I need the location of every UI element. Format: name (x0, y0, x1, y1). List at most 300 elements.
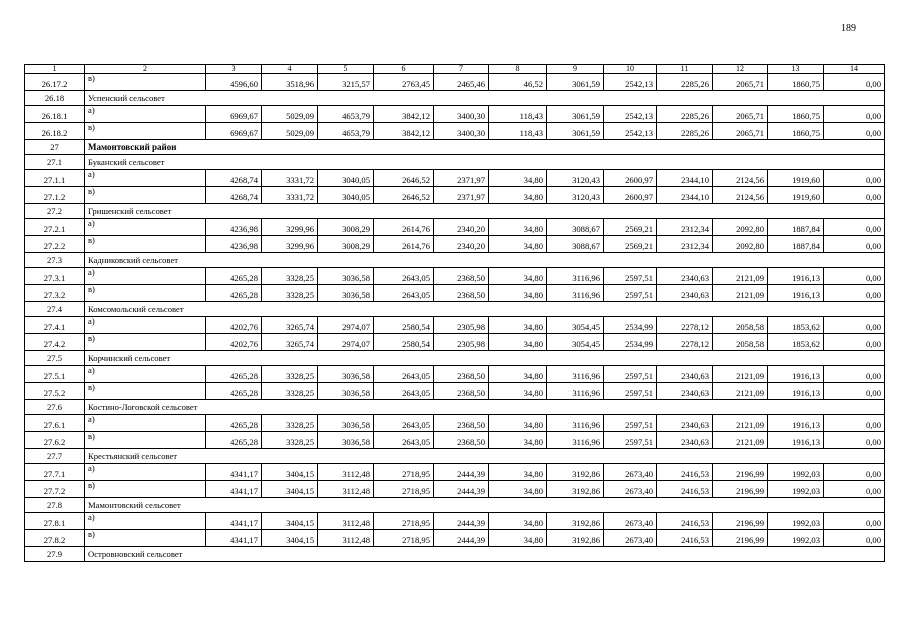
value-cell: 3008,29 (318, 236, 374, 253)
value-cell: 2065,71 (713, 106, 768, 123)
value-cell: 0,00 (824, 513, 885, 530)
value-cell: 2121,09 (713, 268, 768, 285)
column-number: 7 (434, 65, 489, 74)
value-cell: 34,80 (489, 170, 547, 187)
settlement-name: Гришенский сельсовет (85, 204, 885, 219)
value-cell: 0,00 (824, 285, 885, 302)
table-row (25, 268, 885, 285)
section-row (25, 400, 885, 415)
value-cell: 2614,76 (374, 219, 434, 236)
row-label: в) (85, 123, 206, 140)
value-cell: 2444,39 (434, 513, 489, 530)
value-cell: 2542,13 (604, 74, 657, 91)
value-cell: 3040,05 (318, 170, 374, 187)
value-cell: 2974,07 (318, 334, 374, 351)
value-cell: 2673,40 (604, 481, 657, 498)
row-label: в) (85, 236, 206, 253)
value-cell: 3328,25 (262, 268, 318, 285)
value-cell: 2600,97 (604, 187, 657, 204)
row-code: 27.4.1 (25, 317, 85, 334)
row-code: 27.1 (25, 155, 85, 170)
row-code: 27.9 (25, 547, 85, 562)
value-cell: 34,80 (489, 530, 547, 547)
settlement-name: Успенский сельсовет (85, 91, 885, 106)
row-label: в) (85, 285, 206, 302)
table-row (25, 513, 885, 530)
value-cell: 2580,54 (374, 334, 434, 351)
value-cell: 2124,56 (713, 170, 768, 187)
value-cell: 3036,58 (318, 415, 374, 432)
value-cell: 2444,39 (434, 464, 489, 481)
value-cell: 0,00 (824, 123, 885, 140)
value-cell: 0,00 (824, 187, 885, 204)
value-cell: 2534,99 (604, 317, 657, 334)
column-number-row (25, 65, 885, 74)
row-code: 27.3 (25, 253, 85, 268)
row-label: а) (85, 219, 206, 236)
row-label: в) (85, 432, 206, 449)
value-cell: 3299,96 (262, 236, 318, 253)
row-label: в) (85, 187, 206, 204)
value-cell: 34,80 (489, 219, 547, 236)
value-cell: 0,00 (824, 317, 885, 334)
value-cell: 2368,50 (434, 268, 489, 285)
row-code: 27.5.1 (25, 366, 85, 383)
value-cell: 3331,72 (262, 170, 318, 187)
value-cell: 3400,30 (434, 106, 489, 123)
value-cell: 2340,63 (657, 268, 713, 285)
value-cell: 118,43 (489, 106, 547, 123)
value-cell: 2444,39 (434, 530, 489, 547)
value-cell: 1919,60 (768, 187, 824, 204)
settlement-name: Мамонтовский сельсовет (85, 498, 885, 513)
value-cell: 1860,75 (768, 106, 824, 123)
value-cell: 2278,12 (657, 317, 713, 334)
value-cell: 2465,46 (434, 74, 489, 91)
row-label: а) (85, 170, 206, 187)
value-cell: 34,80 (489, 268, 547, 285)
value-cell: 2196,99 (713, 481, 768, 498)
value-cell: 2344,10 (657, 170, 713, 187)
value-cell: 2312,34 (657, 219, 713, 236)
value-cell: 34,80 (489, 285, 547, 302)
value-cell: 4653,79 (318, 106, 374, 123)
value-cell: 4268,74 (206, 187, 262, 204)
value-cell: 3120,43 (547, 170, 604, 187)
tariff-table (24, 64, 885, 562)
value-cell: 1992,03 (768, 464, 824, 481)
row-label: а) (85, 106, 206, 123)
value-cell: 3842,12 (374, 106, 434, 123)
value-cell: 3061,59 (547, 106, 604, 123)
value-cell: 1860,75 (768, 74, 824, 91)
settlement-name: Кадниковский сельсовет (85, 253, 885, 268)
table-row (25, 481, 885, 498)
value-cell: 4268,74 (206, 170, 262, 187)
value-cell: 1992,03 (768, 481, 824, 498)
table-row (25, 464, 885, 481)
row-label: а) (85, 366, 206, 383)
value-cell: 34,80 (489, 366, 547, 383)
table-row (25, 432, 885, 449)
column-number: 6 (374, 65, 434, 74)
value-cell: 2058,58 (713, 317, 768, 334)
table-row (25, 106, 885, 123)
value-cell: 3054,45 (547, 317, 604, 334)
value-cell: 2534,99 (604, 334, 657, 351)
value-cell: 1916,13 (768, 366, 824, 383)
value-cell: 2718,95 (374, 481, 434, 498)
value-cell: 1853,62 (768, 317, 824, 334)
value-cell: 4236,98 (206, 236, 262, 253)
value-cell: 0,00 (824, 481, 885, 498)
value-cell: 46,52 (489, 74, 547, 91)
row-code: 27.7.1 (25, 464, 85, 481)
section-row (25, 449, 885, 464)
table-row (25, 123, 885, 140)
value-cell: 4341,17 (206, 513, 262, 530)
value-cell: 2278,12 (657, 334, 713, 351)
value-cell: 0,00 (824, 383, 885, 400)
value-cell: 2646,52 (374, 187, 434, 204)
value-cell: 3116,96 (547, 432, 604, 449)
value-cell: 0,00 (824, 415, 885, 432)
value-cell: 2285,26 (657, 123, 713, 140)
column-number: 4 (262, 65, 318, 74)
settlement-name: Островновский сельсовет (85, 547, 885, 562)
settlement-name: Корчинский сельсовет (85, 351, 885, 366)
value-cell: 2340,63 (657, 366, 713, 383)
row-code: 26.18.1 (25, 106, 85, 123)
value-cell: 34,80 (489, 481, 547, 498)
value-cell: 6969,67 (206, 106, 262, 123)
section-row (25, 91, 885, 106)
value-cell: 1887,84 (768, 219, 824, 236)
value-cell: 2718,95 (374, 530, 434, 547)
value-cell: 1860,75 (768, 123, 824, 140)
column-number: 8 (489, 65, 547, 74)
district-name: Мамонтовский район (85, 140, 885, 155)
row-label: в) (85, 383, 206, 400)
value-cell: 2763,45 (374, 74, 434, 91)
value-cell: 3036,58 (318, 432, 374, 449)
value-cell: 4341,17 (206, 530, 262, 547)
value-cell: 2416,53 (657, 530, 713, 547)
value-cell: 3036,58 (318, 268, 374, 285)
column-number: 12 (713, 65, 768, 74)
value-cell: 34,80 (489, 464, 547, 481)
value-cell: 3112,48 (318, 464, 374, 481)
row-label: в) (85, 334, 206, 351)
value-cell: 0,00 (824, 464, 885, 481)
value-cell: 3299,96 (262, 219, 318, 236)
row-code: 27.4.2 (25, 334, 85, 351)
value-cell: 0,00 (824, 432, 885, 449)
value-cell: 2092,80 (713, 219, 768, 236)
table-body (25, 65, 885, 562)
value-cell: 2600,97 (604, 170, 657, 187)
value-cell: 2121,09 (713, 383, 768, 400)
value-cell: 1916,13 (768, 268, 824, 285)
row-code: 27.8.2 (25, 530, 85, 547)
value-cell: 3036,58 (318, 383, 374, 400)
value-cell: 3112,48 (318, 530, 374, 547)
value-cell: 3088,67 (547, 236, 604, 253)
row-label: в) (85, 74, 206, 91)
value-cell: 3400,30 (434, 123, 489, 140)
value-cell: 3328,25 (262, 415, 318, 432)
value-cell: 4265,28 (206, 268, 262, 285)
settlement-name: Костино-Логовской сельсовет (85, 400, 885, 415)
value-cell: 2344,10 (657, 187, 713, 204)
row-code: 27.3.2 (25, 285, 85, 302)
value-cell: 4265,28 (206, 366, 262, 383)
value-cell: 34,80 (489, 236, 547, 253)
value-cell: 2285,26 (657, 74, 713, 91)
value-cell: 5029,09 (262, 123, 318, 140)
value-cell: 3328,25 (262, 285, 318, 302)
value-cell: 4596,60 (206, 74, 262, 91)
table-row (25, 334, 885, 351)
value-cell: 4202,76 (206, 317, 262, 334)
value-cell: 3061,59 (547, 123, 604, 140)
value-cell: 2121,09 (713, 415, 768, 432)
value-cell: 2340,20 (434, 236, 489, 253)
value-cell: 2285,26 (657, 106, 713, 123)
value-cell: 0,00 (824, 74, 885, 91)
table-row (25, 285, 885, 302)
value-cell: 2196,99 (713, 513, 768, 530)
section-row (25, 351, 885, 366)
value-cell: 2340,63 (657, 383, 713, 400)
value-cell: 3215,57 (318, 74, 374, 91)
value-cell: 0,00 (824, 219, 885, 236)
value-cell: 3116,96 (547, 268, 604, 285)
value-cell: 2196,99 (713, 530, 768, 547)
value-cell: 3054,45 (547, 334, 604, 351)
value-cell: 3192,86 (547, 513, 604, 530)
value-cell: 2673,40 (604, 513, 657, 530)
value-cell: 4265,28 (206, 432, 262, 449)
section-row (25, 302, 885, 317)
value-cell: 1887,84 (768, 236, 824, 253)
value-cell: 3328,25 (262, 366, 318, 383)
value-cell: 2614,76 (374, 236, 434, 253)
value-cell: 2368,50 (434, 415, 489, 432)
table-row (25, 187, 885, 204)
value-cell: 0,00 (824, 170, 885, 187)
value-cell: 3518,96 (262, 74, 318, 91)
value-cell: 4341,17 (206, 481, 262, 498)
row-code: 27.1.1 (25, 170, 85, 187)
value-cell: 118,43 (489, 123, 547, 140)
column-number: 10 (604, 65, 657, 74)
value-cell: 4341,17 (206, 464, 262, 481)
column-number: 2 (85, 65, 206, 74)
value-cell: 1916,13 (768, 285, 824, 302)
value-cell: 2121,09 (713, 432, 768, 449)
settlement-name: Крестьянский сельсовет (85, 449, 885, 464)
value-cell: 2643,05 (374, 383, 434, 400)
value-cell: 3331,72 (262, 187, 318, 204)
value-cell: 2312,34 (657, 236, 713, 253)
column-number: 13 (768, 65, 824, 74)
value-cell: 3328,25 (262, 432, 318, 449)
row-code: 27.4 (25, 302, 85, 317)
section-row (25, 498, 885, 513)
settlement-name: Буканский сельсовет (85, 155, 885, 170)
value-cell: 2597,51 (604, 366, 657, 383)
value-cell: 3040,05 (318, 187, 374, 204)
value-cell: 34,80 (489, 432, 547, 449)
section-row (25, 204, 885, 219)
value-cell: 2597,51 (604, 415, 657, 432)
value-cell: 3404,15 (262, 530, 318, 547)
row-code: 27.8 (25, 498, 85, 513)
table-row (25, 74, 885, 91)
value-cell: 2092,80 (713, 236, 768, 253)
value-cell: 2124,56 (713, 187, 768, 204)
row-code: 27.5 (25, 351, 85, 366)
value-cell: 34,80 (489, 415, 547, 432)
table-row (25, 383, 885, 400)
row-code: 27.3.1 (25, 268, 85, 285)
value-cell: 3265,74 (262, 334, 318, 351)
row-code: 26.18.2 (25, 123, 85, 140)
row-code: 27.8.1 (25, 513, 85, 530)
row-code: 27.6 (25, 400, 85, 415)
table-row (25, 219, 885, 236)
value-cell: 3116,96 (547, 285, 604, 302)
section-row (25, 253, 885, 268)
value-cell: 1916,13 (768, 383, 824, 400)
value-cell: 34,80 (489, 317, 547, 334)
value-cell: 2416,53 (657, 513, 713, 530)
table-row (25, 236, 885, 253)
row-code: 27.6.1 (25, 415, 85, 432)
value-cell: 2643,05 (374, 285, 434, 302)
value-cell: 2305,98 (434, 334, 489, 351)
value-cell: 1916,13 (768, 432, 824, 449)
value-cell: 2718,95 (374, 464, 434, 481)
value-cell: 34,80 (489, 513, 547, 530)
value-cell: 2368,50 (434, 432, 489, 449)
value-cell: 4265,28 (206, 383, 262, 400)
column-number: 1 (25, 65, 85, 74)
value-cell: 2368,50 (434, 285, 489, 302)
value-cell: 3116,96 (547, 366, 604, 383)
row-code: 26.18 (25, 91, 85, 106)
value-cell: 5029,09 (262, 106, 318, 123)
value-cell: 2121,09 (713, 366, 768, 383)
value-cell: 2371,97 (434, 187, 489, 204)
value-cell: 1853,62 (768, 334, 824, 351)
row-label: а) (85, 464, 206, 481)
table-row (25, 366, 885, 383)
value-cell: 2597,51 (604, 383, 657, 400)
row-code: 27.2.1 (25, 219, 85, 236)
table-row (25, 530, 885, 547)
value-cell: 2643,05 (374, 366, 434, 383)
value-cell: 3265,74 (262, 317, 318, 334)
value-cell: 1992,03 (768, 513, 824, 530)
row-code: 26.17.2 (25, 74, 85, 91)
value-cell: 0,00 (824, 268, 885, 285)
row-label: а) (85, 268, 206, 285)
value-cell: 2643,05 (374, 415, 434, 432)
value-cell: 2542,13 (604, 106, 657, 123)
value-cell: 1992,03 (768, 530, 824, 547)
value-cell: 2597,51 (604, 268, 657, 285)
value-cell: 3404,15 (262, 464, 318, 481)
value-cell: 2643,05 (374, 268, 434, 285)
value-cell: 2340,20 (434, 219, 489, 236)
column-number: 5 (318, 65, 374, 74)
value-cell: 2416,53 (657, 464, 713, 481)
value-cell: 2305,98 (434, 317, 489, 334)
value-cell: 2368,50 (434, 366, 489, 383)
value-cell: 0,00 (824, 106, 885, 123)
value-cell: 2542,13 (604, 123, 657, 140)
table-row (25, 170, 885, 187)
value-cell: 2974,07 (318, 317, 374, 334)
value-cell: 3120,43 (547, 187, 604, 204)
column-number: 9 (547, 65, 604, 74)
value-cell: 6969,67 (206, 123, 262, 140)
value-cell: 34,80 (489, 187, 547, 204)
value-cell: 1919,60 (768, 170, 824, 187)
row-label: а) (85, 513, 206, 530)
value-cell: 2340,63 (657, 432, 713, 449)
table-row (25, 317, 885, 334)
value-cell: 2597,51 (604, 432, 657, 449)
value-cell: 0,00 (824, 366, 885, 383)
row-code: 27.2 (25, 204, 85, 219)
value-cell: 2340,63 (657, 285, 713, 302)
section-row (25, 547, 885, 562)
value-cell: 3036,58 (318, 285, 374, 302)
value-cell: 2569,21 (604, 219, 657, 236)
value-cell: 3116,96 (547, 415, 604, 432)
value-cell: 2065,71 (713, 74, 768, 91)
section-row (25, 140, 885, 155)
value-cell: 4265,28 (206, 285, 262, 302)
value-cell: 3192,86 (547, 481, 604, 498)
row-code: 27.5.2 (25, 383, 85, 400)
value-cell: 3112,48 (318, 513, 374, 530)
value-cell: 4653,79 (318, 123, 374, 140)
value-cell: 2416,53 (657, 481, 713, 498)
value-cell: 34,80 (489, 383, 547, 400)
value-cell: 4236,98 (206, 219, 262, 236)
value-cell: 2371,97 (434, 170, 489, 187)
value-cell: 2368,50 (434, 383, 489, 400)
column-number: 14 (824, 65, 885, 74)
row-code: 27.7.2 (25, 481, 85, 498)
value-cell: 0,00 (824, 530, 885, 547)
column-number: 11 (657, 65, 713, 74)
value-cell: 3404,15 (262, 481, 318, 498)
value-cell: 2058,58 (713, 334, 768, 351)
row-code: 27.7 (25, 449, 85, 464)
row-code: 27.2.2 (25, 236, 85, 253)
value-cell: 2643,05 (374, 432, 434, 449)
value-cell: 2444,39 (434, 481, 489, 498)
row-label: в) (85, 481, 206, 498)
value-cell: 3036,58 (318, 366, 374, 383)
row-label: в) (85, 530, 206, 547)
section-row (25, 155, 885, 170)
